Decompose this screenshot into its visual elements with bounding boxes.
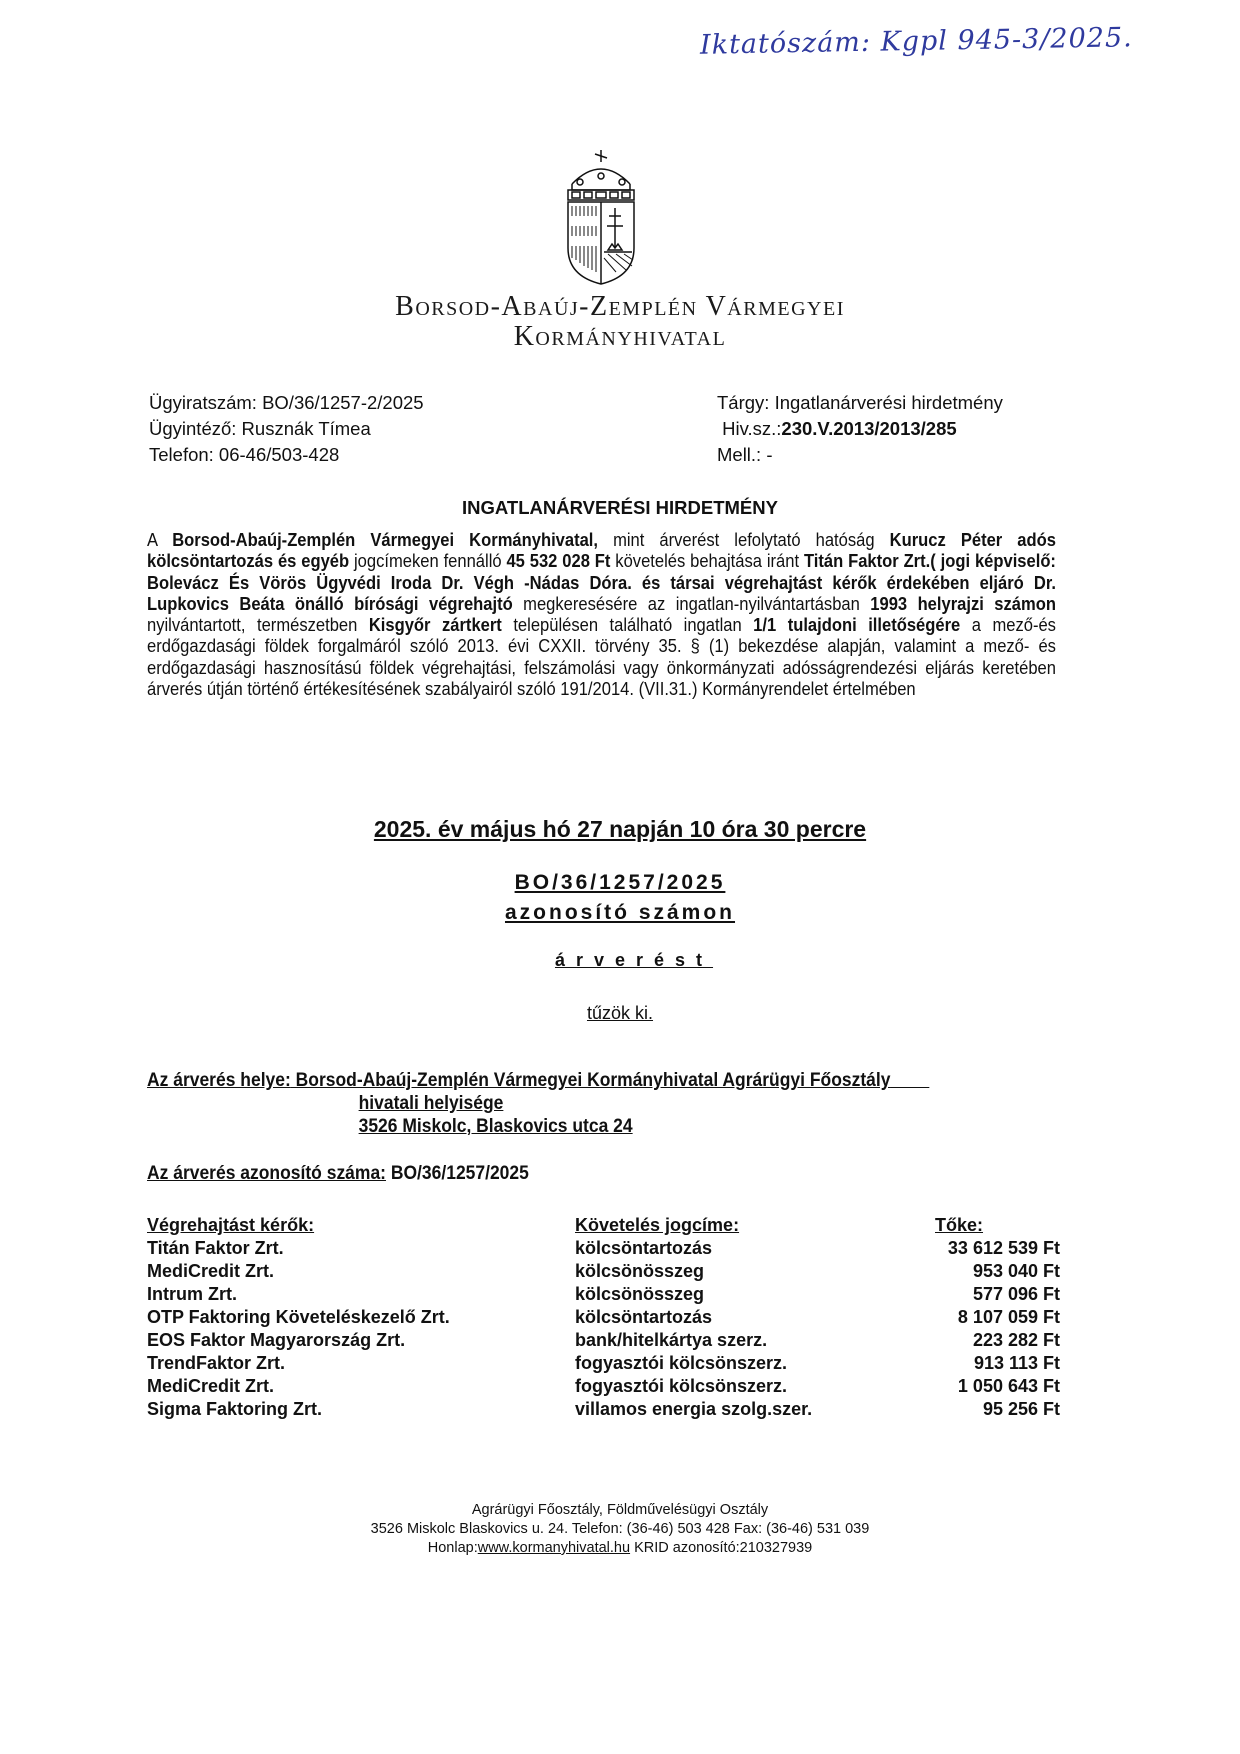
footer-homepage-label: Honlap: xyxy=(427,1540,478,1556)
auction-place-line3: 3526 Miskolc, Blaskovics utca 24 xyxy=(358,1116,633,1137)
body-text: nyilvántartott, természetben xyxy=(147,615,369,636)
body-creditor: Titán Faktor Zrt.( jogi képviselő: Bolevácz És Vörös Ügyvédi Iroda Dr. Végh -Nádas Dóra. és társai végrehajtást kérők érdekében eljáró Dr. Lupkovics Beáta önálló bírósági végrehajtó xyxy=(147,551,1056,614)
auction-identifier-label: Az árverés azonosító száma: xyxy=(147,1163,386,1184)
principal-amount: 95 256 Ft xyxy=(982,1399,1060,1419)
phone-number: Telefon: 06-46/503-428 xyxy=(149,444,340,465)
creditor-name: TrendFaktor Zrt. xyxy=(147,1353,286,1373)
auction-place-line1: Borsod-Abaúj-Zemplén Vármegyei Kormányhivatal Agrárügyi Főosztály xyxy=(290,1070,891,1091)
body-text: településen található ingatlan xyxy=(501,615,754,636)
claim-type: kölcsöntartozás xyxy=(575,1307,713,1327)
notice-body-paragraph xyxy=(147,530,1056,700)
body-text: mint árverést lefolytató hatóság xyxy=(598,530,890,550)
handwritten-filing-number: Iktatószám: Kgpl 945-3/2025. xyxy=(699,22,1133,61)
reference-label: Hiv.sz.: xyxy=(722,418,782,439)
creditor-name: EOS Faktor Magyarország Zrt. xyxy=(147,1330,406,1350)
auction-word xyxy=(0,950,1240,971)
footer-homepage-link[interactable]: www.kormanyhivatal.hu xyxy=(477,1540,631,1556)
case-number: Ügyiratszám: BO/36/1257-2/2025 xyxy=(149,392,424,413)
principal-header: Tőke: xyxy=(935,1215,984,1235)
body-location: Kisgyőr zártkert xyxy=(368,615,502,636)
case-metadata-left xyxy=(149,390,424,468)
organization-name-line1: Borsod-Abaúj-Zemplén Vármegyei xyxy=(395,291,845,322)
auction-identifier-value: BO/36/1257/2025 xyxy=(385,1163,529,1184)
creditor-name: Intrum Zrt. xyxy=(147,1284,237,1304)
footer-department: Agrárügyi Főosztály, Földművelésügyi Osztály xyxy=(471,1502,769,1518)
footer-address: 3526 Miskolc Blaskovics u. 24. Telefon: (36-46) 503 428 Fax: (36-46) 531 039 xyxy=(370,1521,870,1537)
reference-value: 230.V.2013/2013/285 xyxy=(781,418,957,439)
principal-column xyxy=(910,1214,1060,1421)
auction-identifier-heading xyxy=(0,868,1240,928)
creditor-name: MediCredit Zrt. xyxy=(147,1261,275,1281)
claim-type-header: Követelés jogcíme: xyxy=(575,1215,740,1235)
principal-amount: 223 282 Ft xyxy=(972,1330,1060,1350)
footer xyxy=(0,1501,1240,1558)
auction-place-label: Az árverés helye: xyxy=(147,1070,291,1091)
body-text: követelés behajtása iránt xyxy=(610,551,804,572)
body-debtor: Kurucz Péter adós kölcsöntartozás és egyéb xyxy=(147,530,1056,572)
creditor-name: Titán Faktor Zrt. xyxy=(147,1238,284,1258)
creditor-name: OTP Faktoring Követeléskezelő Zrt. xyxy=(147,1307,450,1327)
principal-amount: 577 096 Ft xyxy=(972,1284,1060,1304)
claim-type: bank/hitelkártya szerz. xyxy=(575,1330,768,1350)
claim-type: kölcsönösszeg xyxy=(575,1284,705,1304)
body-ownership-share: 1/1 tulajdoni illetőségére xyxy=(753,615,961,636)
auction-identifier-caption: azonosító számon xyxy=(504,901,736,924)
subject: Tárgy: Ingatlanárverési hirdetmény xyxy=(717,392,1003,413)
claim-type: kölcsöntartozás xyxy=(575,1238,713,1258)
organization-name-line2: Kormányhivatal xyxy=(513,321,727,352)
footer-krid: KRID azonosító:210327939 xyxy=(630,1540,813,1556)
auction-date: 2025. év május hó 27 napján 10 óra 30 percre xyxy=(373,816,867,842)
auction-identifier xyxy=(147,1163,529,1185)
case-metadata-right xyxy=(717,390,1003,468)
body-text: a mező-és erdőgazdasági földek forgalmáról szóló 2013. évi CXXII. törvény 35. § (1) bekezdése alapján, valamint a mező- és erdőgazdasági hasznosítású földek végrehajtási, felszámolási vagy önkormányzati adósságrendezési eljárás keretében árverés útján történő értékesítésének szabályairól szóló 191/2014. (VII.31.) Kormányrendelet értelmében xyxy=(147,615,1056,700)
body-text: megkeresésére az ingatlan-nyilvántartásban xyxy=(512,593,871,614)
body-text: A xyxy=(147,530,173,550)
creditors-header: Végrehajtást kérők: xyxy=(147,1215,315,1235)
claim-type: villamos energia szolg.szer. xyxy=(575,1399,813,1419)
claim-type: fogyasztói kölcsönszerz. xyxy=(575,1376,788,1396)
hungarian-coat-of-arms-icon xyxy=(560,148,642,286)
principal-amount: 913 113 Ft xyxy=(973,1353,1060,1373)
announce-text: tűzök ki. xyxy=(586,1003,654,1023)
body-claim-amount: 45 532 028 Ft xyxy=(506,551,611,572)
claim-type-column xyxy=(575,1214,812,1421)
creditor-name: Sigma Faktoring Zrt. xyxy=(147,1399,323,1419)
creditor-name: MediCredit Zrt. xyxy=(147,1376,275,1396)
claim-type: kölcsönösszeg xyxy=(575,1261,705,1281)
body-authority: Borsod-Abaúj-Zemplén Vármegyei Kormányhivatal, xyxy=(172,530,599,550)
auction-identifier-number: BO/36/1257/2025 xyxy=(514,871,726,894)
auction-place-line2: hivatali helyisége xyxy=(358,1093,504,1114)
document-title: INGATLANÁRVERÉSI HIRDETMÉNY xyxy=(462,497,778,518)
creditors-column xyxy=(147,1214,450,1421)
auction-word-text: árverést xyxy=(554,950,714,970)
organization-name xyxy=(0,292,1240,352)
body-text: jogcímeken fennálló xyxy=(349,551,507,572)
claim-type: fogyasztói kölcsönszerz. xyxy=(575,1353,788,1373)
principal-amount: 1 050 643 Ft xyxy=(957,1376,1060,1396)
body-parcel-number: 1993 helyrajzi számon xyxy=(870,593,1056,614)
reference-number xyxy=(717,416,1003,442)
principal-amount: 8 107 059 Ft xyxy=(957,1307,1060,1327)
principal-amount: 953 040 Ft xyxy=(972,1261,1060,1281)
case-officer: Ügyintéző: Rusznák Tímea xyxy=(149,418,371,439)
attachments: Mell.: - xyxy=(717,444,773,465)
principal-amount: 33 612 539 Ft xyxy=(947,1238,1060,1258)
auction-place xyxy=(147,1069,929,1138)
